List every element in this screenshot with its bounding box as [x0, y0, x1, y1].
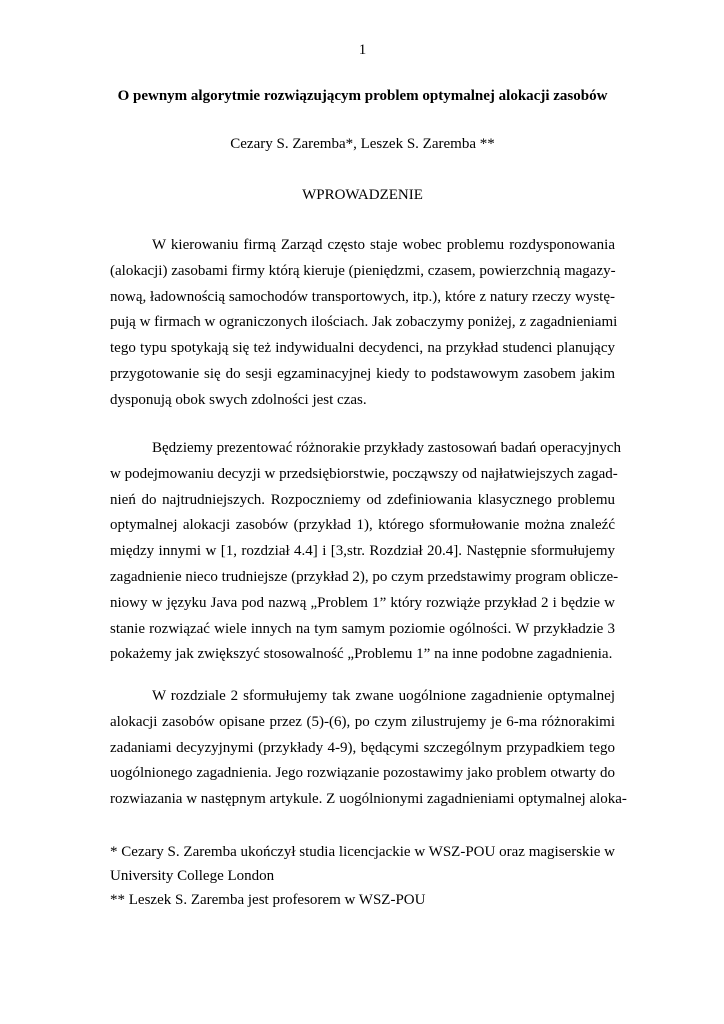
paragraph-line: optymalnej alokacji zasobów (przykład 1), którego sformułowanie można znaleźć — [110, 517, 615, 534]
paragraph-line: uogólnionego zagadnienia. Jego rozwiązanie pozostawimy jako problem otwarty do — [110, 765, 615, 782]
paragraph-line: zagadnienie nieco trudniejsze (przykład 2), po czym przedstawimy program oblicze- — [110, 568, 619, 585]
page-number: 1 — [358, 42, 367, 58]
paper-title: O pewnym algorytmie rozwiązującym problem optymalnej alokacji zasobów — [117, 88, 608, 104]
paragraph-line: W kierowaniu firmą Zarząd często staje wobec problemu rozdysponowania — [152, 237, 615, 253]
paragraph-2 — [110, 436, 621, 668]
paragraph-line: W rozdziale 2 sformułujemy tak zwane uogólnione zagadnienie optymalnej — [152, 688, 615, 704]
footnote-line: University College London — [110, 868, 275, 884]
paragraph-line: zadaniami decyzyjnymi (przykłady 4-9), będącymi szczególnym przypadkiem tego — [110, 739, 615, 756]
paragraph-line: pokażemy jak zwiększyć stosowalność „Problemu 1” na inne podobne zagadnienia. — [110, 646, 613, 663]
paragraph-line: w podejmowaniu decyzji w przedsiębiorstwie, począwszy od najłatwiejszych zagad- — [110, 465, 618, 482]
paragraph-line: stanie rozwiązać wiele innych na tym samym poziomie ogólności. W przykładzie 3 — [110, 620, 615, 637]
footnote-line: ** Leszek S. Zaremba jest profesorem w WSZ-POU — [110, 892, 426, 908]
paragraph-line: nień do najtrudniejszych. Rozpoczniemy od zdefiniowania klasycznego problemu — [110, 491, 615, 508]
paragraph-line: (alokacji) zasobami firmy którą kieruje (pieniędzmi, czasem, powierzchnią magazy- — [110, 262, 616, 279]
section-heading: WPROWADZENIE — [302, 187, 423, 203]
paragraph-line: przygotowanie się do sesji egzaminacyjnej kiedy to podstawowym zasobem jakim — [110, 365, 615, 382]
authors: Cezary S. Zaremba*, Leszek S. Zaremba ** — [230, 136, 495, 152]
paragraph-1 — [110, 233, 618, 414]
footnote-line: * Cezary S. Zaremba ukończył studia licencjackie w WSZ-POU oraz magiserskie w — [110, 844, 615, 860]
paragraph-line: alokacji zasobów opisane przez (5)-(6), po czym zilustrujemy je 6-ma różnorakimi — [110, 713, 615, 730]
paragraph-line: niowy w języku Java pod nazwą „Problem 1” który rozwiąże przykład 2 i będzie w — [110, 594, 615, 611]
document-page — [110, 0, 627, 1024]
paragraph-line: pują w firmach w ograniczonych ilościach. Jak zobaczymy poniżej, z zagadnieniami — [110, 314, 618, 331]
paragraph-line: dysponują obok swych zdolności jest czas. — [110, 391, 367, 408]
paragraph-line: tego typu spotykają się też indywidualni decydenci, na przykład studenci planujący — [110, 340, 615, 357]
paragraph-3 — [110, 684, 627, 813]
footnotes — [110, 840, 615, 912]
paragraph-line: Będziemy prezentować różnorakie przykłady zastosowań badań operacyjnych — [152, 440, 621, 456]
paragraph-line: między innymi w [1, rozdział 4.4] i [3,str. Rozdział 20.4]. Następnie sformułujemy — [110, 543, 615, 560]
paragraph-line: rozwiazania w następnym artykule. Z uogólnionymi zagadnieniami optymalnej aloka- — [110, 791, 627, 808]
paragraph-line: nową, ładownością samochodów transportowych, itp.), które z natury rzeczy wystę- — [110, 288, 615, 305]
